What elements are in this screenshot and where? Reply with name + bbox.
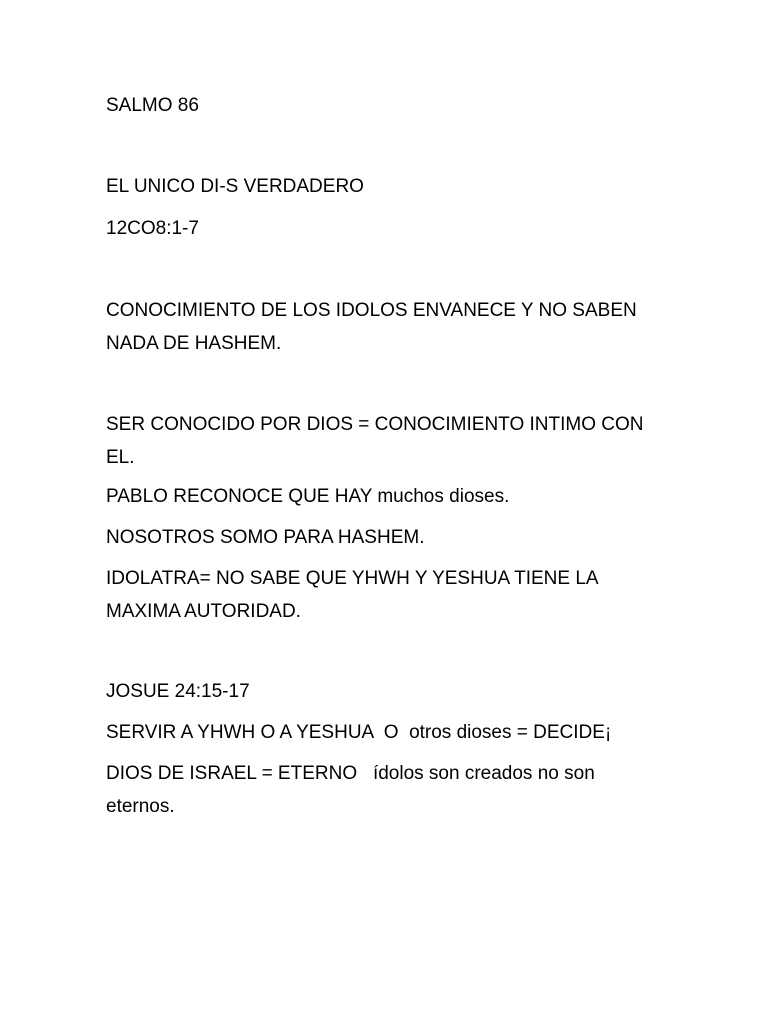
text-line: EL.	[106, 447, 135, 468]
text-line: DIOS DE ISRAEL = ETERNO ídolos son creados no son	[106, 763, 595, 784]
text-line: CONOCIMIENTO DE LOS IDOLOS ENVANECE Y NO SABEN	[106, 300, 637, 321]
text-line: SER CONOCIDO POR DIOS = CONOCIMIENTO INTIMO CON	[106, 414, 644, 435]
text-line: eternos.	[106, 796, 175, 817]
text-line: SERVIR A YHWH O A YESHUA O otros dioses = DECIDE¡	[106, 722, 612, 743]
text-line: PABLO RECONOCE QUE HAY muchos dioses.	[106, 486, 510, 507]
text-line: MAXIMA AUTORIDAD.	[106, 601, 301, 622]
reference-josue: JOSUE 24:15-17	[106, 681, 250, 702]
reference-corintios: 12CO8:1-7	[106, 218, 199, 239]
title-salmo: SALMO 86	[106, 95, 199, 116]
text-line: NOSOTROS SOMO PARA HASHEM.	[106, 527, 425, 548]
text-line: IDOLATRA= NO SABE QUE YHWH Y YESHUA TIENE LA	[106, 568, 599, 589]
subtitle-unico-dios: EL UNICO DI-S VERDADERO	[106, 176, 364, 197]
text-line: NADA DE HASHEM.	[106, 333, 282, 354]
